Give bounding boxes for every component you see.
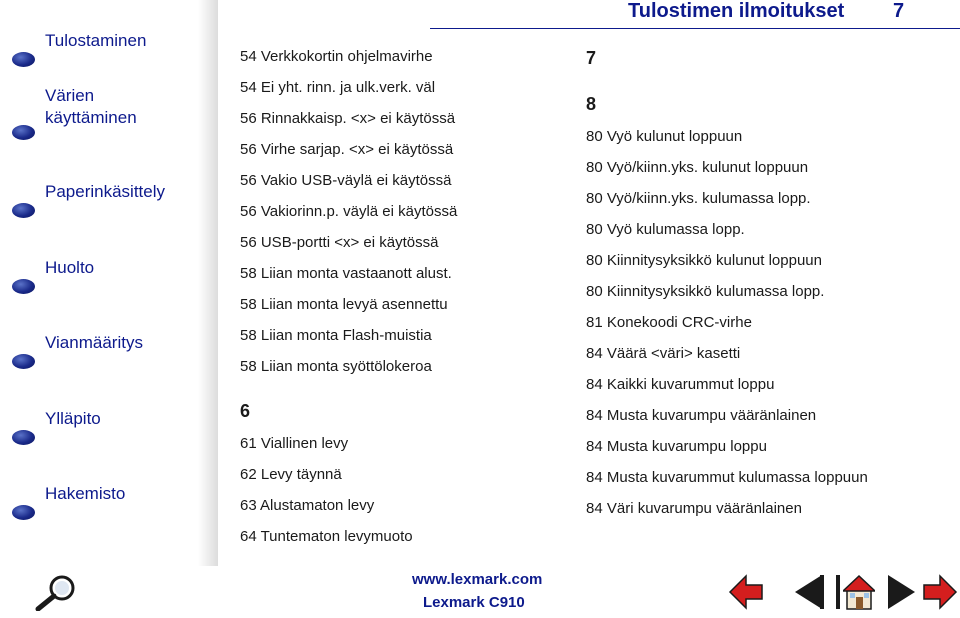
sidebar-item-hakemisto[interactable] (12, 483, 126, 520)
message-link[interactable]: 64 Tuntematon levymuoto (240, 528, 413, 545)
message-link[interactable]: 84 Musta kuvarumpu vääränlainen (586, 407, 817, 424)
next-page-bar (836, 573, 840, 611)
message-link[interactable]: 56 Virhe sarjap. <x> ei käytössä (240, 141, 454, 158)
message-link[interactable]: 84 Musta kuvarummut kulumassa loppuun (586, 469, 868, 486)
search-icon[interactable] (30, 573, 86, 611)
message-link[interactable]: 56 Vakiorinn.p. väylä ei käytössä (240, 203, 458, 220)
sidebar-nav (0, 0, 218, 566)
message-link[interactable]: 84 Väri kuvarumpu vääränlainen (586, 500, 802, 517)
message-link[interactable]: 80 Vyö kulumassa lopp. (586, 221, 745, 238)
message-link[interactable]: 80 Vyö kulunut loppuun (586, 128, 743, 145)
back-arrow-icon[interactable] (728, 573, 764, 611)
bullet-icon (12, 125, 35, 140)
page-number: 7 (893, 0, 905, 22)
message-link[interactable]: 81 Konekoodi CRC-virhe (586, 314, 752, 331)
bullet-icon (12, 354, 35, 369)
bullet-icon (12, 52, 35, 67)
sidebar-item-vianmaaritys[interactable] (12, 332, 143, 369)
message-link[interactable]: 84 Musta kuvarumpu loppu (586, 438, 767, 455)
home-icon[interactable] (843, 573, 875, 611)
message-link[interactable]: 84 Kaikki kuvarummut loppu (586, 376, 775, 393)
message-link[interactable]: 80 Vyö/kiinn.yks. kulumassa lopp. (586, 190, 811, 207)
sidebar-item-label[interactable]: Ylläpito (45, 409, 101, 428)
message-link[interactable]: 56 Rinnakkaisp. <x> ei käytössä (240, 110, 456, 127)
next-page-icon[interactable] (886, 573, 918, 611)
message-link[interactable]: 58 Liian monta vastaanott alust. (240, 265, 452, 282)
message-link[interactable]: 80 Kiinnitysyksikkö kulumassa lopp. (586, 283, 825, 300)
sidebar-item-label[interactable]: Paperinkäsittely (45, 182, 166, 201)
bullet-icon (12, 279, 35, 294)
message-link[interactable]: 84 Väärä <väri> kasetti (586, 345, 741, 362)
footer-url-link[interactable]: www.lexmark.com (412, 571, 543, 588)
sidebar-item-label[interactable]: Hakemisto (45, 484, 126, 503)
section-heading-8: 8 (586, 94, 597, 114)
previous-page-bar (820, 573, 824, 611)
sidebar-item-label[interactable]: Huolto (45, 258, 95, 277)
sidebar-item-yllapito[interactable] (12, 408, 101, 445)
section-heading-6: 6 (240, 401, 251, 421)
forward-arrow-icon[interactable] (922, 573, 958, 611)
message-link[interactable]: 56 Vakio USB-väylä ei käytössä (240, 172, 452, 189)
sidebar-item-huolto[interactable] (12, 257, 95, 294)
message-link[interactable]: 80 Vyö/kiinn.yks. kulunut loppuun (586, 159, 809, 176)
sidebar-item-tulostaminen[interactable] (12, 30, 147, 67)
message-link[interactable]: 56 USB-portti <x> ei käytössä (240, 234, 439, 251)
sidebar-item-paperinkasittely[interactable] (12, 181, 166, 218)
sidebar-item-varien-kayttaminen[interactable] (12, 85, 137, 140)
sidebar-shade (198, 0, 218, 566)
message-link[interactable]: 63 Alustamaton levy (240, 497, 375, 514)
message-link[interactable]: 62 Levy täynnä (240, 466, 342, 483)
message-link[interactable]: 58 Liian monta syöttölokeroa (240, 358, 432, 375)
message-link[interactable]: 58 Liian monta Flash-muistia (240, 327, 432, 344)
message-link[interactable]: 54 Verkkokortin ohjelmavirhe (240, 48, 433, 65)
message-link[interactable]: 54 Ei yht. rinn. ja ulk.verk. väl (240, 79, 436, 96)
message-link[interactable]: 80 Kiinnitysyksikkö kulunut loppuun (586, 252, 822, 269)
sidebar-item-label[interactable]: Värien käyttäminen (45, 86, 137, 127)
bullet-icon (12, 430, 35, 445)
bullet-icon (12, 203, 35, 218)
header-divider (430, 28, 960, 29)
sidebar-item-label[interactable]: Vianmääritys (45, 333, 143, 352)
message-link[interactable]: 58 Liian monta levyä asennettu (240, 296, 448, 313)
footer-model: Lexmark C910 (423, 594, 525, 611)
message-link[interactable]: 61 Viallinen levy (240, 435, 349, 452)
sidebar-item-label[interactable]: Tulostaminen (45, 31, 147, 50)
section-heading-7: 7 (586, 48, 597, 68)
bullet-icon (12, 505, 35, 520)
page-title: Tulostimen ilmoitukset (628, 0, 845, 22)
